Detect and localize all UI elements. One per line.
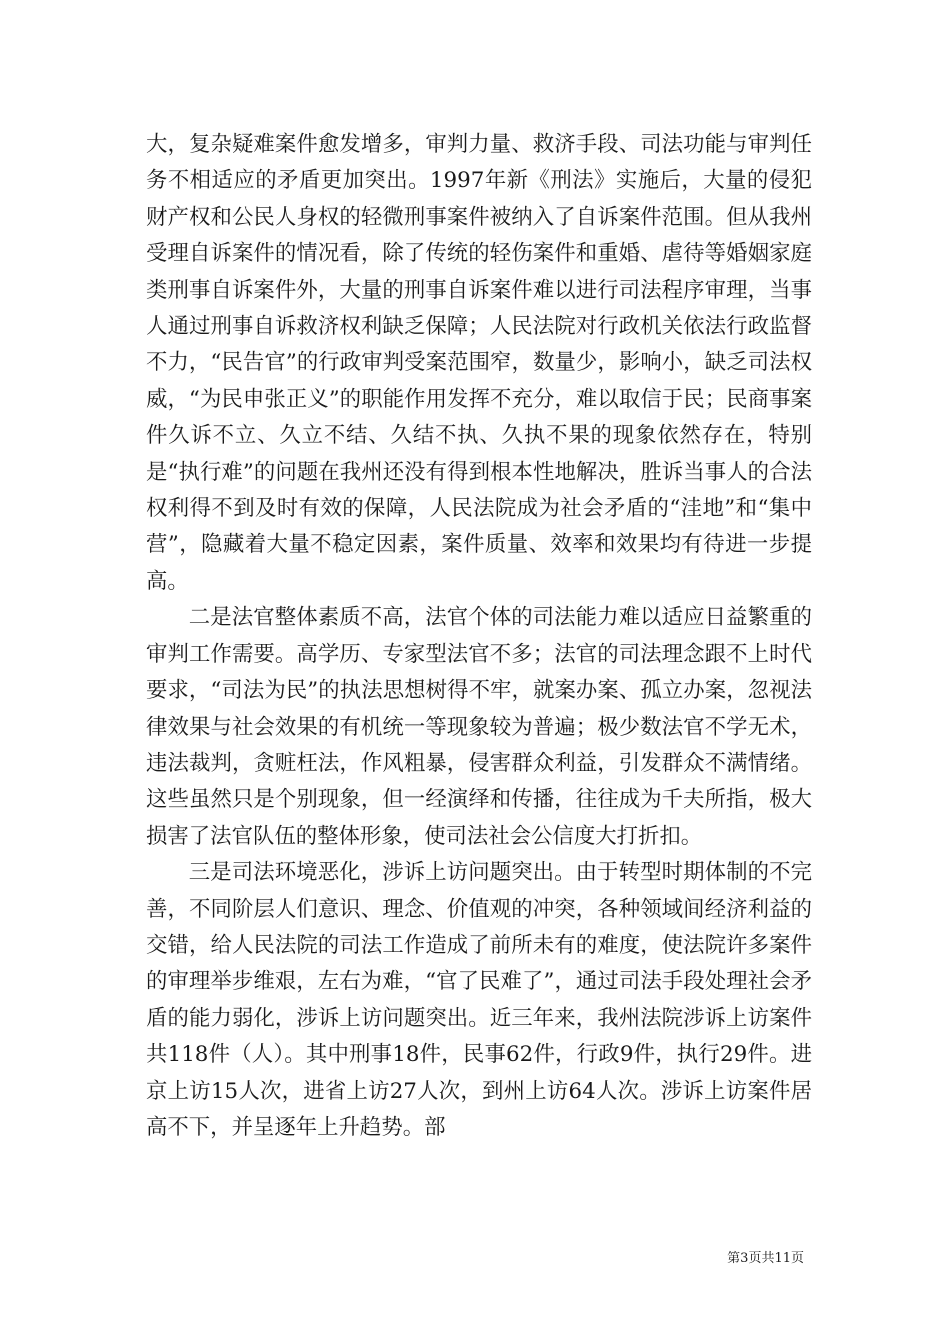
document-body (146, 127, 812, 1146)
paragraph-continued: 大，复杂疑难案件愈发增多，审判力量、救济手段、司法功能与审判任务不相适应的矛盾更加突出。1997年新《刑法》实施后，大量的侵犯财产权和公民人身权的轻微刑事案件被纳入了自诉案件范围。但从我州受理自诉案件的情况看，除了传统的轻伤案件和重婚、虐待等婚姻家庭类刑事自诉案件外，大量的刑事自诉案件难以进行司法程序审理，当事人通过刑事自诉救济权利缺乏保障；人民法院对行政机关依法行政监督不力，“民告官”的行政审判受案范围窄，数量少，影响小，缺乏司法权威，“为民申张正义”的职能作用发挥不充分，难以取信于民；民商事案件久诉不立、久立不结、久结不执、久执不果的现象依然存在，特别是“执行难”的问题在我州还没有得到根本性地解决，胜诉当事人的合法权利得不到及时有效的保障，人民法院成为社会矛盾的“洼地”和“集中营”，隐藏着大量不稳定因素，案件质量、效率和效果均有待进一步提高。 (146, 132, 812, 594)
paragraph-judge-quality: 二是法官整体素质不高，法官个体的司法能力难以适应日益繁重的审判工作需要。高学历、专家型法官不多；法官的司法理念跟不上时代要求，“司法为民”的执法思想树得不牢，就案办案、孤立办案，忽视法律效果与社会效果的有机统一等现象较为普遍；极少数法官不学无术，违法裁判，贪赃枉法，作风粗暴，侵害群众利益，引发群众不满情绪。这些虽然只是个别现象，但一经演绎和传播，往往成为千夫所指，极大损害了法官队伍的整体形象，使司法社会公信度大打折扣。 (146, 605, 812, 849)
paragraph-judicial-environment: 三是司法环境恶化，涉诉上访问题突出。由于转型时期体制的不完善，不同阶层人们意识、理念、价值观的冲突，各种领域间经济利益的交错，给人民法院的司法工作造成了前所未有的难度，使法院许多案件的审理举步维艰，左右为难，“官了民难了”，通过司法手段处理社会矛盾的能力弱化，涉诉上访问题突出。近三年来，我州法院涉诉上访案件共118件（人）。其中刑事18件，民事62件，行政9件，执行29件。进京上访15人次，进省上访27人次，到州上访64人次。涉诉上访案件居高不下，并呈逐年上升趋势。部 (146, 860, 812, 1140)
page-number-footer: 第3页共11页 (727, 1251, 804, 1266)
